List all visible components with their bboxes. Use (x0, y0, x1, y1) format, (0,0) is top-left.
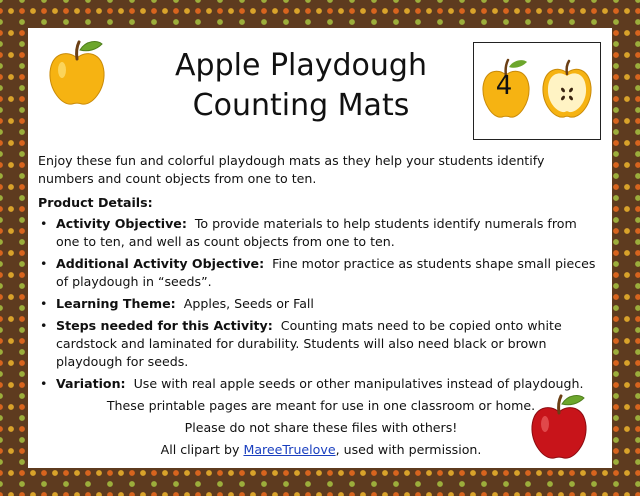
detail-label: Steps needed for this Activity: (56, 318, 273, 333)
credit-suffix: , used with permission. (335, 442, 482, 457)
mat-number: 4 (495, 71, 513, 101)
details-list (38, 215, 604, 393)
apple-half-icon (540, 59, 594, 121)
usage-note: These printable pages are meant for use in one classroom or home. (106, 398, 536, 413)
document-body (38, 152, 604, 463)
list-item (38, 215, 604, 251)
detail-text: Counting mats need to be copied onto white cardstock and laminated for durability. Students will also need black or brown playdough for seeds. (56, 318, 562, 369)
document-page (28, 28, 612, 468)
list-item (38, 317, 604, 371)
detail-text: To provide materials to help students identify numerals from one to ten, and well as count objects from one to ten. (56, 216, 577, 249)
counting-mat-preview (473, 42, 601, 140)
title-line-1: Apple Playdough (175, 48, 427, 83)
detail-label: Activity Objective: (56, 216, 187, 231)
list-item (38, 295, 604, 313)
product-details-heading: Product Details: (38, 195, 153, 210)
list-item (38, 255, 604, 291)
detail-label: Variation: (56, 376, 126, 391)
detail-label: Learning Theme: (56, 296, 176, 311)
detail-text: Apples, Seeds or Fall (183, 296, 314, 311)
yellow-apple-icon (46, 38, 108, 108)
list-item (38, 375, 604, 393)
detail-text: Fine motor practice as students shape small pieces of playdough in “seeds”. (56, 256, 596, 289)
credit-link[interactable]: MareeTruelove (243, 442, 336, 457)
detail-text: Use with real apple seeds or other manipulatives instead of playdough. (133, 376, 584, 391)
credit-prefix: All clipart by (160, 442, 240, 457)
clipart-credit (38, 441, 604, 459)
share-note: Please do not share these files with others! (184, 420, 458, 435)
intro-paragraph: Enjoy these fun and colorful playdough mats as they help your students identify numbers and count objects from one to ten. (38, 153, 545, 186)
red-apple-icon (528, 392, 590, 462)
page-title (156, 46, 446, 126)
detail-label: Additional Activity Objective: (56, 256, 265, 271)
title-line-2: Counting Mats (192, 88, 410, 123)
